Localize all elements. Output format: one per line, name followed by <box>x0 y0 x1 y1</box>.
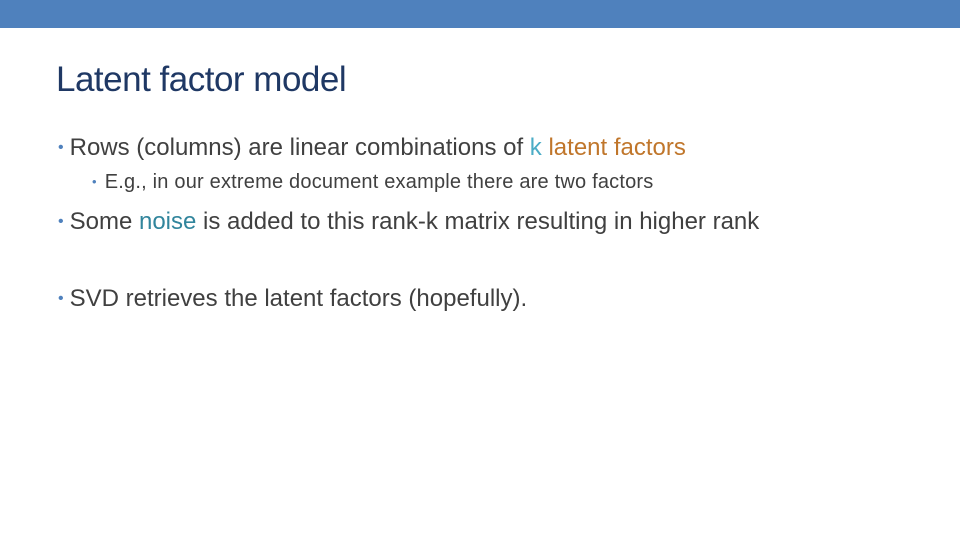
bullet-text: SVD retrieves the latent factors (hopefully). <box>69 285 528 312</box>
bullet-noise <box>58 208 759 236</box>
highlight-latent-factors: latent factors <box>548 134 686 161</box>
header-bar <box>0 0 960 28</box>
sub-bullet-dot-icon: • <box>92 174 97 189</box>
slide-title: Latent factor model <box>56 60 347 99</box>
bullet-dot-icon: • <box>58 139 64 156</box>
highlight-noise: noise <box>138 208 197 235</box>
bullet-text-post: is added to this rank-k matrix resulting in higher rank <box>196 208 760 235</box>
bullet-text: Rows (columns) are linear combinations of <box>69 134 530 161</box>
sub-bullet-example <box>92 171 654 194</box>
bullet-dot-icon: • <box>58 213 64 230</box>
bullet-dot-icon: • <box>58 290 64 307</box>
bullet-rows-latent <box>58 134 686 162</box>
highlight-k: k <box>529 134 542 161</box>
sub-bullet-text: E.g., in our extreme document example there are two factors <box>104 171 654 193</box>
bullet-svd <box>58 285 527 313</box>
bullet-text: Some <box>69 208 139 235</box>
